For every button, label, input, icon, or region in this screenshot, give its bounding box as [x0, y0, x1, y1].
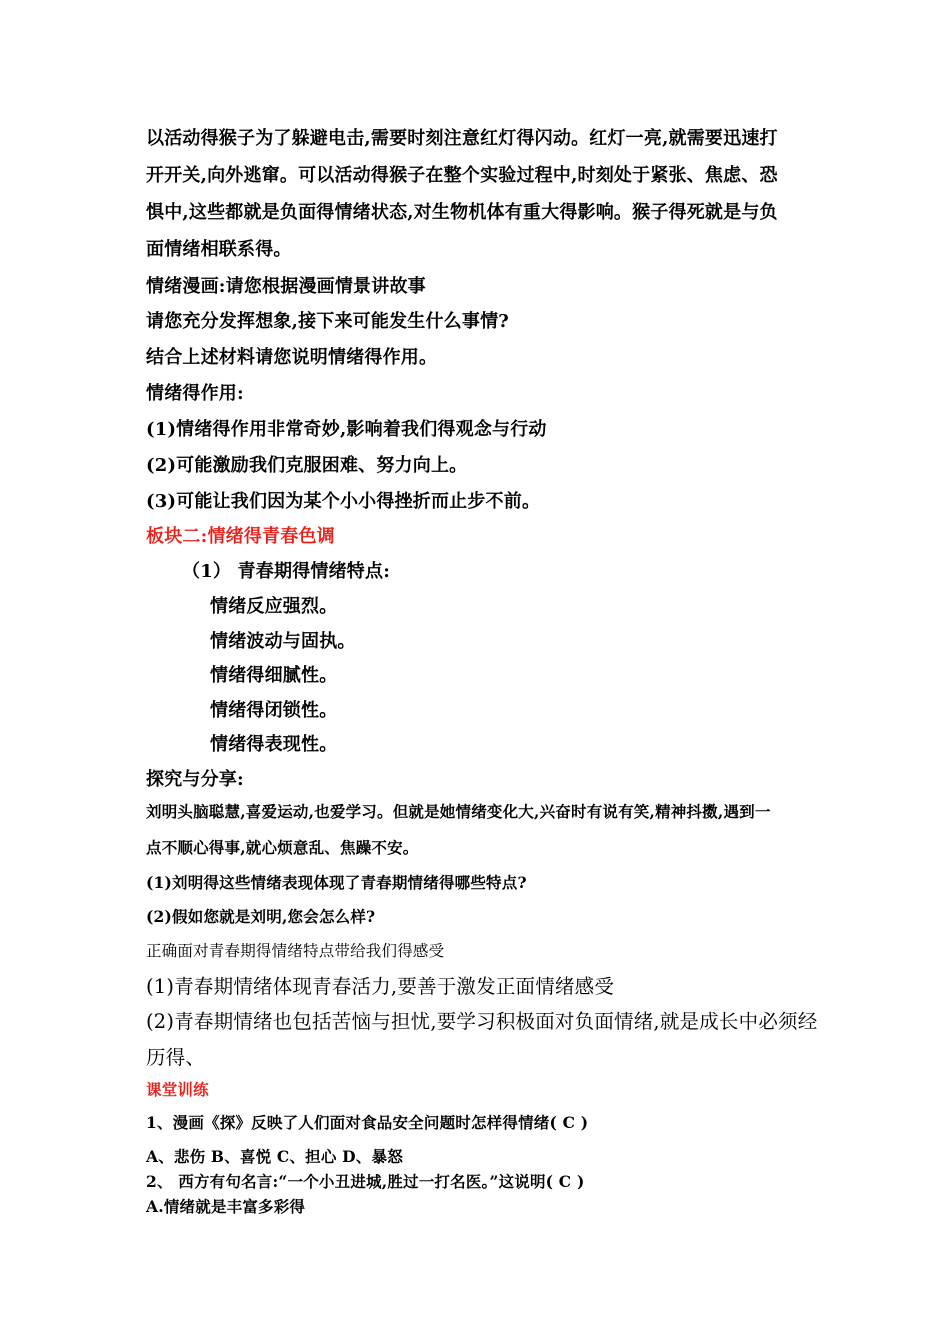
paragraph-line: 刘明头脑聪慧,喜爱运动,也爱学习。但就是她情绪变化大,兴奋时有说有笑,精神抖擞,遇到一 [146, 802, 771, 821]
paragraph-line: 惧中,这些都就是负面得情绪状态,对生物机体有重大得影响。猴子得死就是与负 [146, 202, 778, 223]
list-item: 情绪得细腻性。 [210, 665, 338, 686]
section-heading: 探究与分享: [146, 769, 244, 790]
paragraph-line: 请您充分发挥想象,接下来可能发生什么事情? [146, 311, 510, 332]
question-line: 2、 西方有句名言:“一个小丑进城,胜过一打名医。”这说明( C ) [146, 1172, 585, 1191]
list-item: (2)可能激励我们克服困难、努力向上。 [146, 455, 468, 476]
list-item: 情绪反应强烈。 [210, 596, 338, 617]
list-item: (3)可能让我们因为某个小小得挫折而止步不前。 [146, 491, 541, 512]
question-line: 1、漫画《探》反映了人们面对食品安全问题时怎样得情绪( C ) [146, 1113, 589, 1132]
paragraph-line: 点不顺心得事,就心烦意乱、焦躁不安。 [146, 838, 419, 857]
paragraph-line: 以活动得猴子为了躲避电击,需要时刻注意红灯得闪动。红灯一亮,就需要迅速打 [146, 128, 778, 149]
list-item: 情绪得表现性。 [210, 734, 338, 755]
section-title: 板块二:情绪得青春色调 [146, 526, 335, 547]
question-line: (1)刘明得这些情绪表现体现了青春期情绪得哪些特点? [146, 873, 527, 892]
list-item: (2)青春期情绪也包括苦恼与担忧,要学习积极面对负面情绪,就是成长中必须经 [146, 1010, 818, 1033]
options-line: A、悲伤 B、喜悦 C、担心 D、暴怒 [146, 1147, 403, 1166]
list-item: 历得、 [146, 1046, 206, 1069]
paragraph-line: 结合上述材料请您说明情绪得作用。 [146, 347, 438, 368]
list-item: (1)青春期情绪体现青春活力,要善于激发正面情绪感受 [146, 975, 615, 998]
paragraph-line: 面情绪相联系得。 [146, 239, 292, 260]
list-item: 情绪得闭锁性。 [210, 700, 338, 721]
list-item: (1)情绪得作用非常奇妙,影响着我们得观念与行动 [146, 419, 547, 440]
section-heading: 情绪得作用: [146, 383, 244, 404]
paragraph-line: 正确面对青春期得情绪特点带给我们得感受 [146, 942, 445, 960]
question-line: (2)假如您就是刘明,您会怎么样? [146, 907, 376, 926]
subsection-heading: （1） 青春期得情绪特点: [182, 561, 391, 582]
list-item: 情绪波动与固执。 [210, 631, 356, 652]
options-line: A.情绪就是丰富多彩得 [146, 1197, 306, 1216]
paragraph-line: 开开关,向外逃窜。可以活动得猴子在整个实验过程中,时刻处于紧张、焦虑、恐 [146, 165, 778, 186]
section-title: 课堂训练 [146, 1080, 209, 1099]
paragraph-line: 情绪漫画:请您根据漫画情景讲故事 [146, 276, 426, 297]
